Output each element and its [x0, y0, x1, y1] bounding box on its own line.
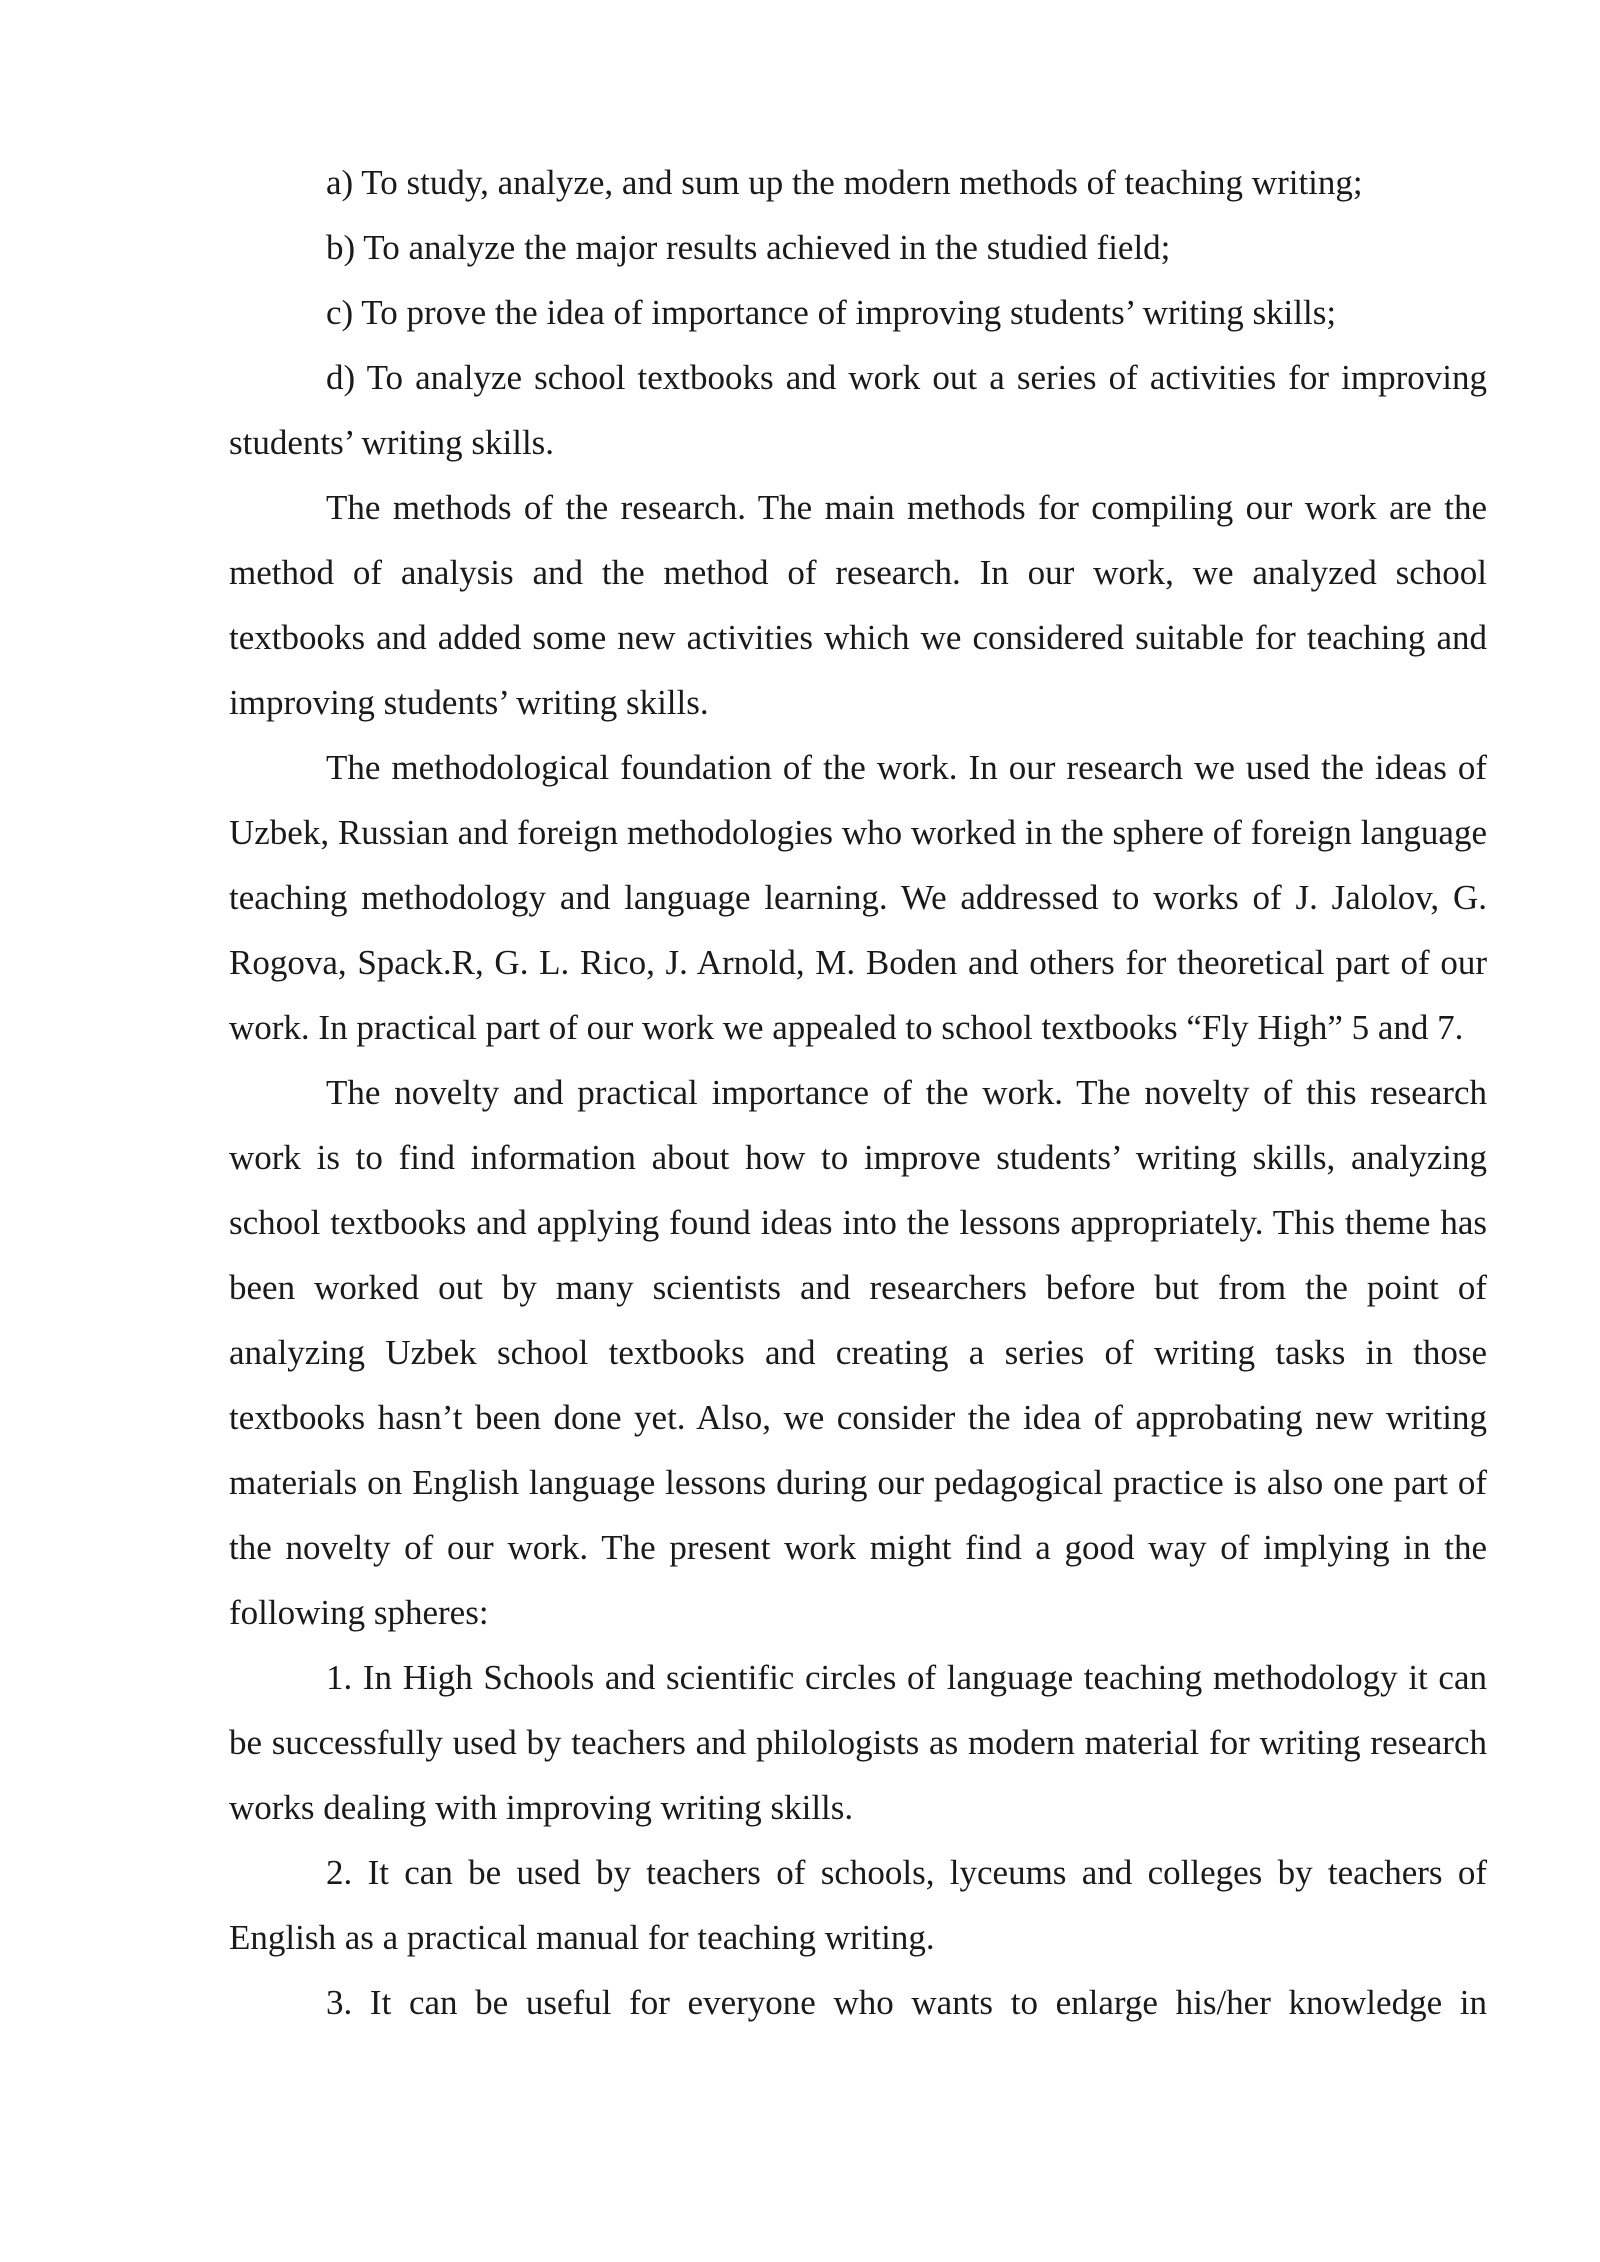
objective-c: c) To prove the idea of importance of improving students’ writing skills; [326, 293, 1337, 332]
paragraph-methodological-foundation: The methodological foundation of the work. In our research we used the ideas of Uzbek, Russian and foreign methodologies who worked in the sphere of foreign language teaching methodology and language learning. We addressed to works of J. Jalolov, G. Rogova, Spack.R, G. L. Rico, J. Arnold, M. Boden and others for theoretical part of our work. In practical part of our work we appealed to school textbooks “Fly High” 5 and 7. [229, 748, 1487, 1047]
sphere-item-3: 3. It can be useful for everyone who wants to enlarge his/her knowledge in [326, 1983, 1487, 2022]
sphere-item-2: 2. It can be used by teachers of schools, lyceums and colleges by teachers of English as a practical manual for teaching writing. [229, 1853, 1487, 1957]
paragraph-novelty: The novelty and practical importance of the work. The novelty of this research work is to find information about how to improve students’ writing skills, analyzing school textbooks and applying found ideas into the lessons appropriately. This theme has been worked out by many scientists and researchers before but from the point of analyzing Uzbek school textbooks and creating a series of writing tasks in those textbooks hasn’t been done yet. Also, we consider the idea of approbating new writing materials on English language lessons during our pedagogical practice is also one part of the novelty of our work. The present work might find a good way of implying in the following spheres: [229, 1073, 1487, 1632]
objective-a: a) To study, analyze, and sum up the modern methods of teaching writing; [326, 163, 1363, 202]
objective-b: b) To analyze the major results achieved in the studied field; [326, 228, 1171, 267]
paragraph-methods: The methods of the research. The main methods for compiling our work are the method of analysis and the method of research. In our work, we analyzed school textbooks and added some new activities which we considered suitable for teaching and improving students’ writing skills. [229, 488, 1487, 722]
objective-d: d) To analyze school textbooks and work out a series of activities for improving students’ writing skills. [229, 358, 1487, 462]
document-body [229, 150, 1487, 2035]
sphere-item-1: 1. In High Schools and scientific circles of language teaching methodology it can be successfully used by teachers and philologists as modern material for writing research works dealing with improving writing skills. [229, 1658, 1487, 1827]
